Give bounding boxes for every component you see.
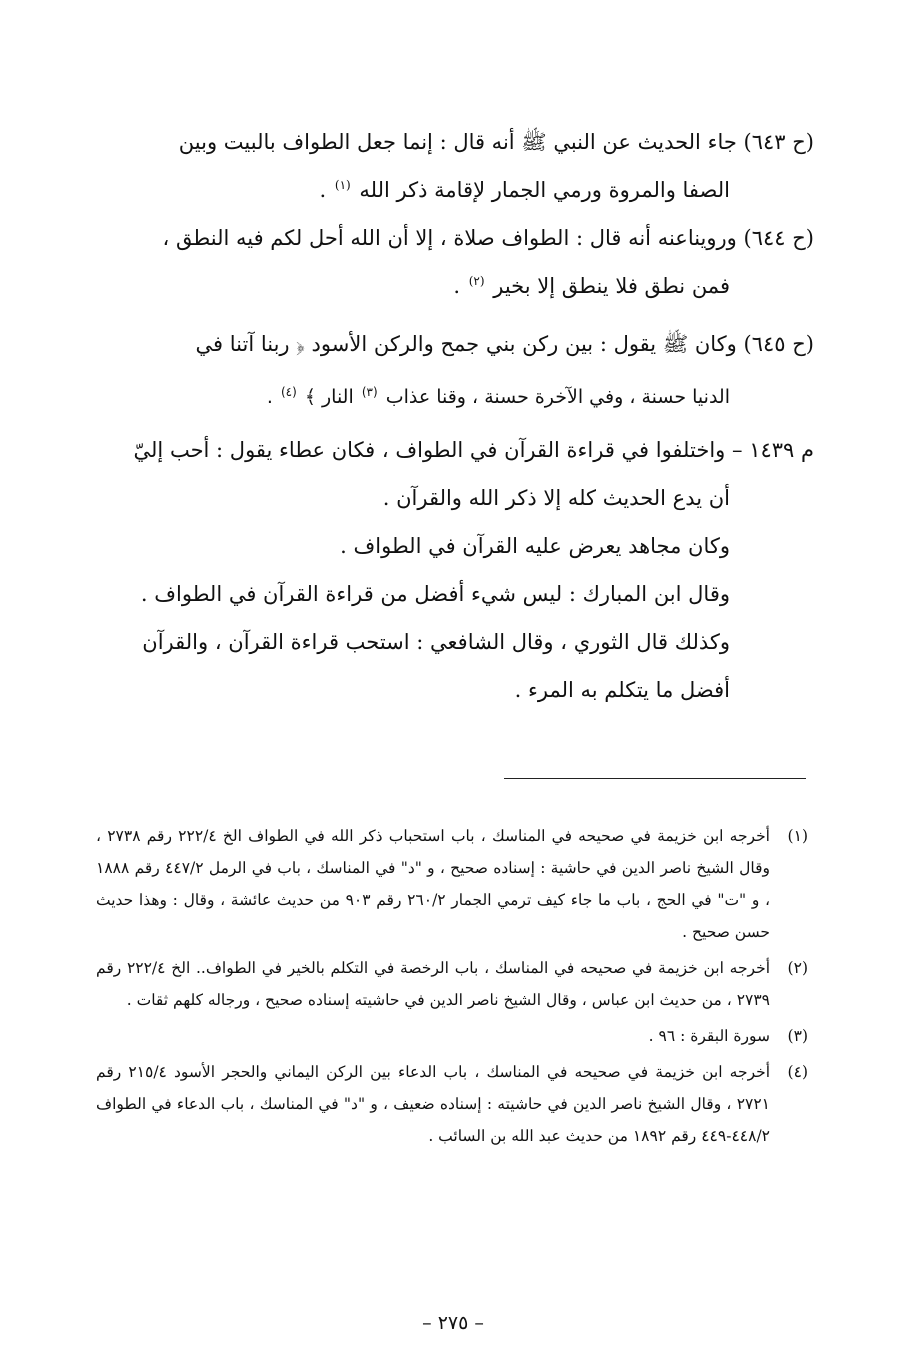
masala-line-1 (94, 426, 814, 474)
hadith-645-end: . (266, 386, 273, 408)
hadith-643-end: . (319, 178, 327, 202)
hadith-643-text: جاء الحديث عن النبي ﷺ أنه قال : إنما جعل الطواف بالبيت وبين (178, 130, 737, 154)
page-number: – ٢٧٥ – (422, 1312, 484, 1334)
footnote-ref-4[interactable]: (٤) (280, 384, 297, 399)
footnote-text: سورة البقرة : ٩٦ . (648, 1027, 770, 1045)
masala-1439 (94, 426, 814, 714)
hadith-645-tag: (ح ٦٤٥) (743, 332, 814, 356)
masala-text-1: واختلفوا في قراءة القرآن في الطواف ، فكان عطاء يقول : أحب إليّ (133, 438, 726, 462)
masala-line-6: أفضل ما يتكلم به المرء . (514, 678, 730, 702)
footnote-number: (١) (787, 827, 808, 845)
masala-line-5: وكذلك قال الثوري ، وقال الشافعي : استحب قراءة القرآن ، والقرآن (142, 630, 730, 654)
hadith-645 (94, 320, 814, 426)
footnote-text: أخرجه ابن خزيمة في صحيحه في المناسك ، باب استحباب ذكر الله في الطواف الخ ٢٢٢/٤ رقم ٢٧٣٨ ، وقال الشيخ ناصر الدين في حاشية : إسناده صحيح ، و "د" في المناسك ، باب في الرمل ٤٤٧/٢ رقم ١٨٨٨ ، و "ت" في الحج ، باب ما جاء كيف ترمي الجمار ٢٦٠/٢ رقم ٩٠٣ من حديث عائشة ، وقال : وهذا حديث حسن صحيح . (96, 827, 770, 941)
quran-verse-part-1: الدنيا حسنة ، وفي الآخرة حسنة ، وقنا عذاب (385, 386, 730, 408)
hadith-644-text-2: فمن نطق فلا ينطق إلا بخير (493, 274, 730, 298)
footnote-separator (504, 778, 806, 779)
footnote-ref-1[interactable]: (١) (334, 178, 351, 192)
footnote-text: أخرجه ابن خزيمة في صحيحه في المناسك ، باب الرخصة في التكلم بالخير في الطواف.. الخ ٢٢٢/٤ رقم ٢٧٣٩ ، من حديث ابن عباس ، وقال الشيخ ناصر الدين في حاشيته إسناده صحيح ، ورجاله كلهم ثقات . (96, 959, 770, 1009)
hadith-643-line-1 (94, 118, 814, 166)
hadith-645-line-1 (94, 320, 814, 368)
hadith-643 (94, 118, 814, 214)
masala-line-3: وكان مجاهد يعرض عليه القرآن في الطواف . (340, 534, 730, 558)
hadith-644-tag: (ح ٦٤٤) (743, 226, 814, 250)
hadith-644-text: ورويناعنه أنه قال : الطواف صلاة ، إلا أن الله أحل لكم فيه النطق ، (162, 226, 737, 250)
masala-tag: م ١٤٣٩ – (732, 438, 814, 462)
footnote-number: (٤) (787, 1063, 808, 1081)
hadith-644-line-2 (94, 262, 814, 310)
footnotes (96, 820, 808, 1156)
spacer (94, 310, 814, 320)
footnote-ref-3[interactable]: (٣) (361, 384, 378, 399)
main-text (94, 118, 814, 714)
hadith-644 (94, 214, 814, 310)
quran-verse-part-2: النار ﴾ (304, 386, 354, 408)
hadith-643-tag: (ح ٦٤٣) (743, 130, 814, 154)
footnote-1 (96, 820, 808, 948)
footnote-2 (96, 952, 808, 1016)
hadith-645-line-2 (94, 368, 814, 426)
hadith-643-text-2: الصفا والمروة ورمي الجمار لإقامة ذكر الله (359, 178, 730, 202)
hadith-643-line-2 (94, 166, 814, 214)
masala-line-2: أن يدع الحديث كله إلا ذكر الله والقرآن . (382, 486, 730, 510)
masala-line-4: وقال ابن المبارك : ليس شيء أفضل من قراءة القرآن في الطواف . (140, 582, 730, 606)
footnote-3 (96, 1020, 808, 1052)
footnote-4 (96, 1056, 808, 1152)
footnote-ref-2[interactable]: (٢) (468, 274, 485, 288)
hadith-645-text: وكان ﷺ يقول : بين ركن بني جمح والركن الأسود ﴿ ربنا آتنا في (195, 332, 737, 356)
hadith-644-line-1 (94, 214, 814, 262)
hadith-644-end: . (453, 274, 461, 298)
footnote-number: (٣) (787, 1027, 808, 1045)
footnote-number: (٢) (787, 959, 808, 977)
footnote-text: أخرجه ابن خزيمة في صحيحه في المناسك ، باب الدعاء بين الركن اليماني والحجر الأسود ٢١٥/٤ رقم ٢٧٢١ ، وقال الشيخ ناصر الدين في حاشيته : إسناده ضعيف ، و "د" في المناسك ، باب الدعاء في الطواف ٤٤٨/٢-٤٤٩ رقم ١٨٩٢ من حديث عبد الله بن السائب . (96, 1063, 771, 1145)
